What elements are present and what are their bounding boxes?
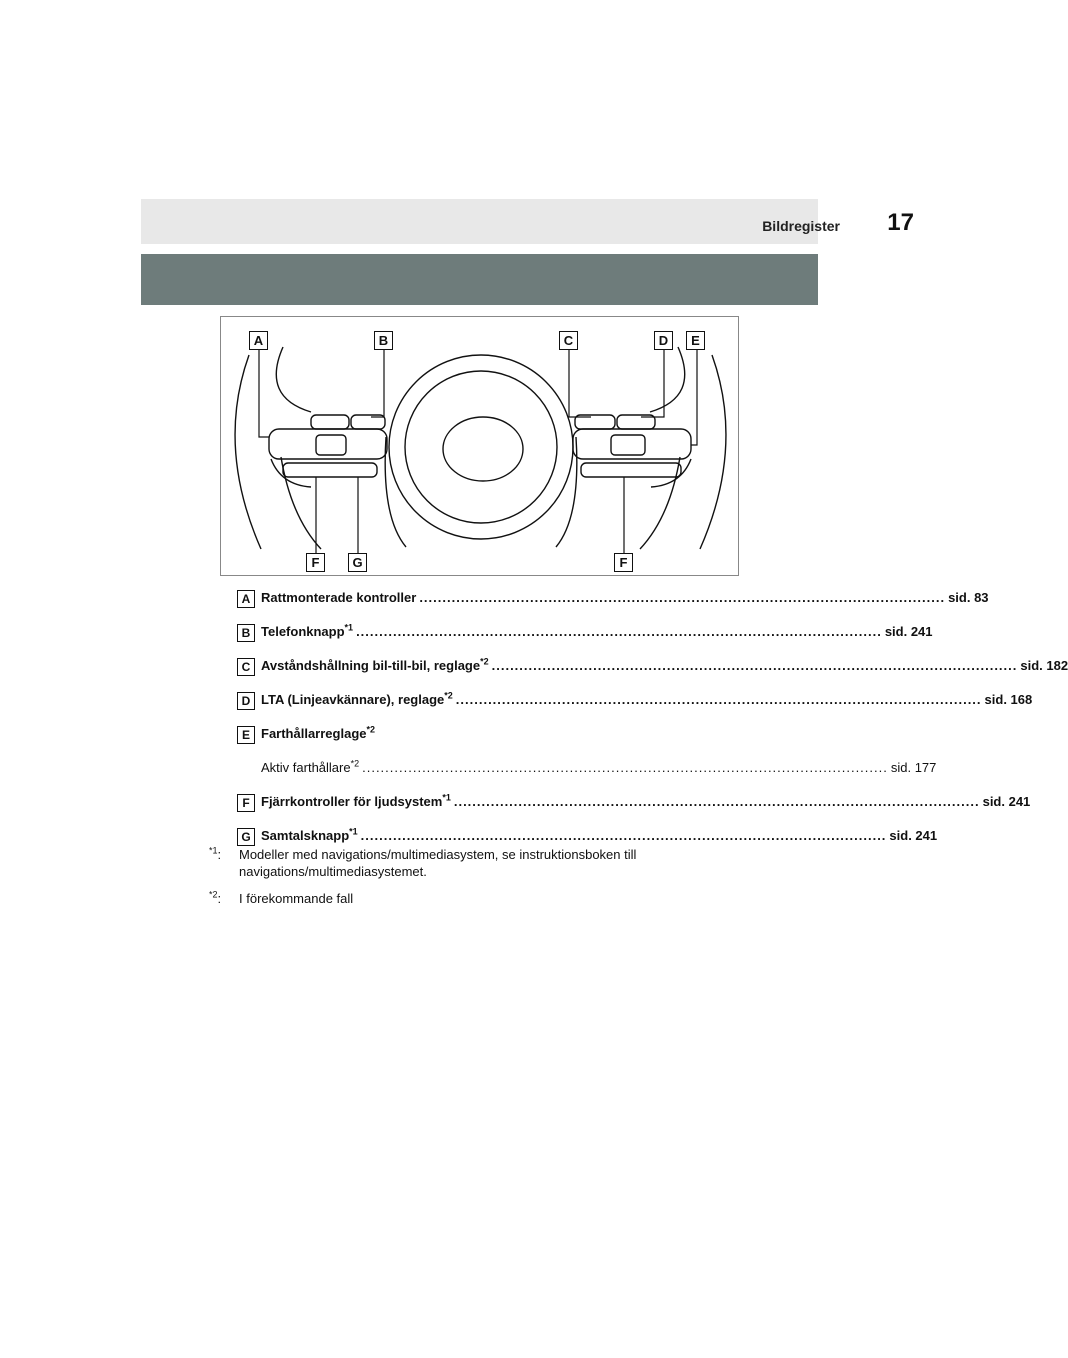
entry-e-sub: Aktiv farthållare$^{*2}$ .................................................................................................................. sid. 177 bbox=[261, 758, 937, 775]
entry-tag: D bbox=[237, 692, 255, 710]
entry-text: Telefonknapp$^{*1}$ bbox=[261, 622, 354, 639]
entry-e bbox=[237, 724, 721, 758]
steering-wheel-illustration bbox=[221, 317, 740, 577]
entry-f: F Fjärrkontroller för ljudsystem$^{*1}$ .................................................................................................................. sid. 241 bbox=[237, 792, 721, 826]
entry-text: LTA (Linjeavkännare), reglage$^{*2}$ bbox=[261, 690, 453, 707]
section-title: Bildregister bbox=[762, 218, 840, 234]
section-band bbox=[141, 254, 818, 305]
footnote-text: I förekommande fall bbox=[239, 891, 354, 906]
entry-d: D LTA (Linjeavkännare), reglage$^{*2}$ .................................................................................................................. sid. 168 bbox=[237, 690, 721, 724]
entry-tag: C bbox=[237, 658, 255, 676]
entry-page-link[interactable]: sid. 182 bbox=[1020, 658, 1068, 673]
footnote-ref: *1 bbox=[349, 826, 358, 837]
entry-text: Aktiv farthållare$^{*2}$ bbox=[261, 758, 360, 775]
entry-tag: F bbox=[237, 794, 255, 812]
entry-text: Rattmonterade kontroller bbox=[261, 590, 417, 605]
page-number: 17 bbox=[887, 209, 914, 236]
footnote-ref: *1 bbox=[442, 792, 451, 803]
footnote-text: Modeller med navigations/multimediasystem, se instruktionsboken till navigations/multimediasystemet. bbox=[239, 847, 637, 879]
footnote-mark: *1 bbox=[209, 845, 218, 856]
footnote-ref: *2 bbox=[350, 758, 360, 769]
entry-page-link[interactable]: sid. 177 bbox=[890, 760, 937, 775]
footnote-1: $^{*1}$: Modeller med navigations/multimediasystem, se instruktionsboken till navigations/multimediasystemet. bbox=[209, 846, 729, 880]
figure-label-g: G bbox=[348, 553, 367, 572]
entry-list bbox=[237, 588, 1068, 860]
header-bar bbox=[141, 199, 818, 244]
figure-label-f-left: F bbox=[306, 553, 325, 572]
figure-label-e: E bbox=[686, 331, 705, 350]
entry-tag: G bbox=[237, 828, 255, 846]
footnote-2: $^{*2}$: I förekommande fall bbox=[209, 890, 729, 907]
footnote-mark: *2 bbox=[209, 889, 218, 900]
figure-label-f-right: F bbox=[614, 553, 633, 572]
entry-text: Farthållarreglage$^{*2}$ bbox=[261, 724, 376, 741]
entry-text: Avståndshållning bil-till-bil, reglage$^{*2}$ bbox=[261, 656, 489, 673]
entry-page-link[interactable]: sid. 83 bbox=[948, 590, 989, 605]
footnote-ref: *2 bbox=[366, 724, 376, 735]
entry-tag: A bbox=[237, 590, 255, 608]
footnotes bbox=[209, 846, 729, 917]
entry-page-link[interactable]: sid. 168 bbox=[984, 692, 1033, 707]
footnote-ref: *1 bbox=[344, 622, 354, 633]
entry-b: B Telefonknapp$^{*1}$ .................................................................................................................. sid. 241 bbox=[237, 622, 721, 656]
footnote-ref: *2 bbox=[444, 690, 453, 701]
entry-c: C Avståndshållning bil-till-bil, reglage$^{*2}$ .................................................................................................................. sid. 182 bbox=[237, 656, 721, 690]
entry-text: Fjärrkontroller för ljudsystem$^{*1}$ bbox=[261, 792, 451, 809]
entry-page-link[interactable]: sid. 241 bbox=[884, 624, 933, 639]
entry-page-link[interactable]: sid. 241 bbox=[982, 794, 1031, 809]
steering-wheel-figure bbox=[220, 316, 739, 576]
footnote-ref: *2 bbox=[480, 656, 489, 667]
entry-tag: B bbox=[237, 624, 255, 642]
figure-label-a: A bbox=[249, 331, 268, 350]
entry-g: G Samtalsknapp$^{*1}$ .................................................................................................................. sid. 241 bbox=[237, 826, 721, 860]
figure-label-d: D bbox=[654, 331, 673, 350]
entry-page-link[interactable]: sid. 241 bbox=[889, 828, 938, 843]
entry-a: A Rattmonterade kontroller .................................................................................................................. sid. 83 bbox=[237, 588, 721, 622]
entry-text: Samtalsknapp$^{*1}$ bbox=[261, 826, 358, 843]
entry-tag: E bbox=[237, 726, 255, 744]
figure-label-b: B bbox=[374, 331, 393, 350]
figure-label-c: C bbox=[559, 331, 578, 350]
